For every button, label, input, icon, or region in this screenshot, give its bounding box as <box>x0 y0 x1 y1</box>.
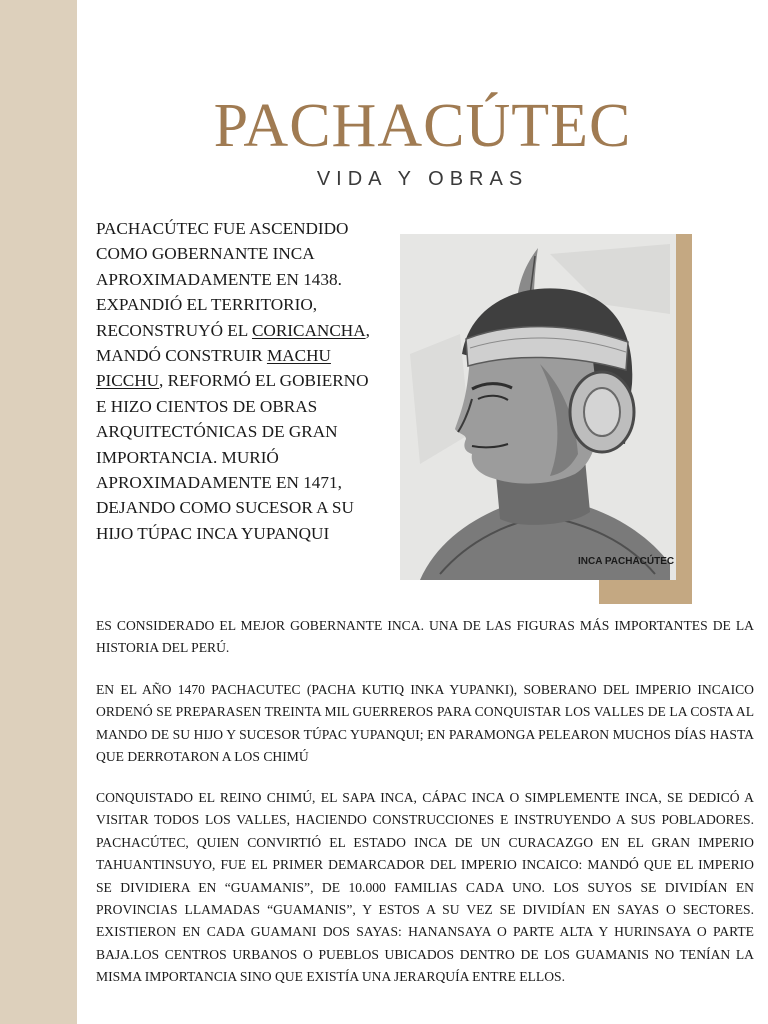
coricancha-link[interactable]: CORICANCHA <box>251 320 366 340</box>
left-sidebar-band <box>0 0 77 1024</box>
intro-text-3: , REFORMÓ EL GOBIERNO E HIZO CIENTOS DE OBRAS ARQUITECTÓNICAS DE GRAN IMPORTANCIA. MURIÓ APROXIMADAMENTE EN 1471, DEJANDO COMO SUCESOR A SU HIJO TÚPAC INCA YUPANQUI <box>96 371 369 543</box>
machu-picchu-link[interactable]: MACHU PICCHU <box>96 346 331 391</box>
paragraph-2: EN EL AÑO 1470 PACHACUTEC (PACHA KUTIQ INKA YUPANKI), SOBERANO DEL IMPERIO INCAICO ORDENÓ SE PREPARASEN TREINTA MIL GUERREROS PARA CONQUISTAR LOS VALLES DE LA COSTA AL MANDO DE SU HIJO Y SUCESOR TÚPAC YUPANQUI; EN PARAMONGA PELEARON MUCHOS DÍAS HASTA QUE DERROTARON A LOS CHIMÚ <box>96 682 754 765</box>
portrait-caption: INCA PACHACÚTEC <box>578 556 675 567</box>
portrait-image <box>400 234 676 580</box>
paragraph-1: ES CONSIDERADO EL MEJOR GOBERNANTE INCA. UNA DE LAS FIGURAS MÁS IMPORTANTES DE LA HISTORIA DEL PERÚ. <box>96 618 754 656</box>
page-title: PACHACÚTEC <box>213 92 632 160</box>
paragraph-3: CONQUISTADO EL REINO CHIMÚ, EL SAPA INCA, CÁPAC INCA O SIMPLEMENTE INCA, SE DEDICÓ A VISITAR TODOS LOS VALLES, HACIENDO CONSTRUCCIONES E INSTRUYENDO A SUS POBLADORES. PACHACÚTEC, QUIEN CONVIRTIÓ EL ESTADO INCA DE UN CURACAZGO EN EL GRAN IMPERIO TAHUANTINSUYO, FUE EL PRIMER DEMARCADOR DEL IMPERIO INCAICO: MANDÓ QUE EL IMPERIO SE DIVIDIERA EN “GUAMANIS”, DE 10.000 FAMILIAS CADA UNO. LOS SUYOS SE DIVIDÍAN EN PROVINCIAS LLAMADAS “GUAMANIS”, Y ESTOS A SU VEZ SE DIVIDÍAN EN SAYAS O SECTORES. EXISTIERON EN CADA GUAMANI DOS SAYAS: HANANSAYA O PARTE ALTA Y HURINSAYA O PARTE BAJA.LOS CENTROS URBANOS O PUEBLOS UBICADOS DENTRO DE LOS GUAMANIS NO TENÍAN LA MISMA IMPORTANCIA SINO QUE EXISTÍA UNA JERARQUÍA ENTRE ELLOS. <box>96 790 754 985</box>
intro-text-1: PACHACÚTEC FUE ASCENDIDO COMO GOBERNANTE INCA APROXIMADAMENTE EN 1438. EXPANDIÓ EL TERRITORIO, RECONSTRUYÓ EL <box>96 219 349 340</box>
page-subtitle: VIDA Y OBRAS <box>316 168 529 190</box>
intro-paragraph <box>96 216 371 546</box>
intro-text-2: , MANDÓ CONSTRUIR <box>96 320 370 366</box>
